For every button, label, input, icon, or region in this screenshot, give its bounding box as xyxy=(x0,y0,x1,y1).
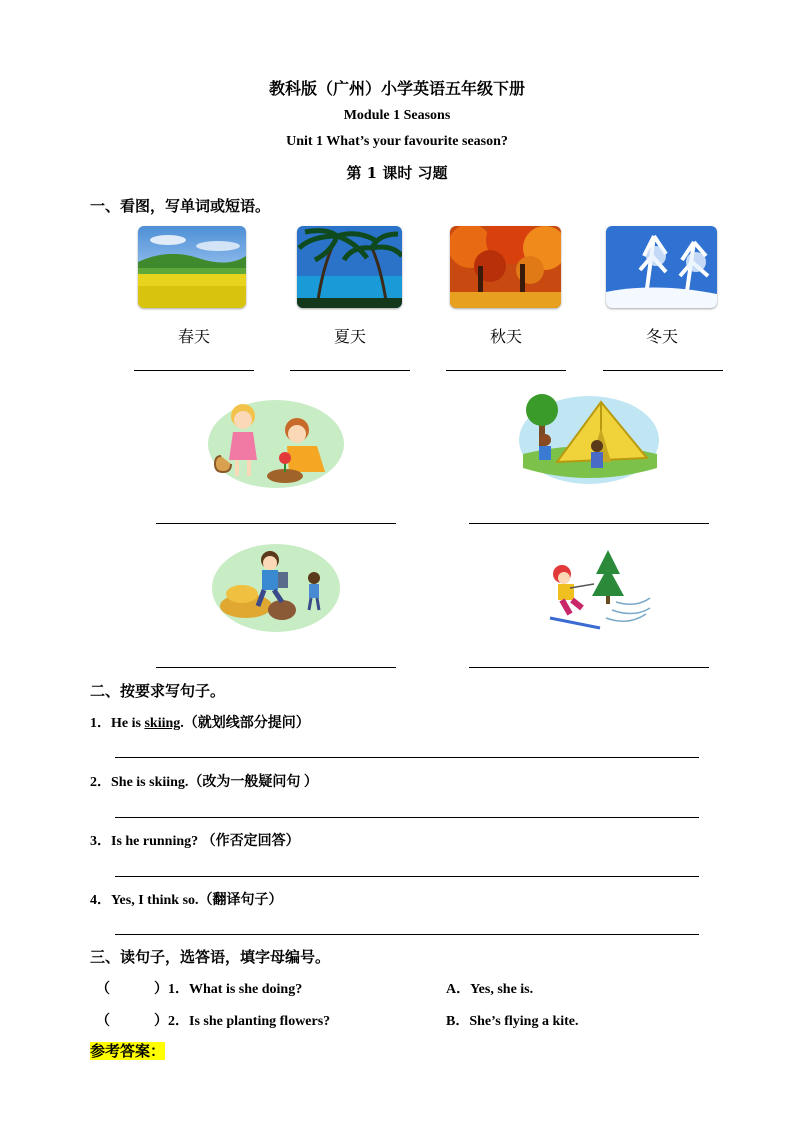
option-text: Yes, she is. xyxy=(470,982,534,997)
answer-line-spring[interactable] xyxy=(134,370,254,371)
section1-heading: 一、看图，写单词或短语。 xyxy=(90,197,271,215)
option-letter: B． xyxy=(446,1014,470,1029)
paren-close: ） xyxy=(154,1014,168,1029)
paren-close: ） xyxy=(154,982,168,997)
paren-open: （ xyxy=(96,982,110,997)
unit-title: Unit 1 What’s your favourite season? xyxy=(286,134,508,149)
camping-tent-image xyxy=(517,388,661,488)
item-text: Yes, I think so.（翻译句子） xyxy=(111,893,283,908)
planting-flowers-image xyxy=(205,392,347,492)
option-letter: A． xyxy=(446,982,471,997)
question-1 xyxy=(96,978,302,998)
answer-line-sentence-3[interactable] xyxy=(115,876,699,877)
sentence-item-1 xyxy=(90,712,310,732)
item-number: 2． xyxy=(90,775,111,790)
autumn-image xyxy=(450,226,561,308)
season-label-summer: 夏天 xyxy=(333,327,366,346)
answer-option-b xyxy=(446,1010,579,1030)
answer-line-sentence-4[interactable] xyxy=(115,934,699,935)
section2-heading: 二、按要求写句子。 xyxy=(90,682,226,700)
underlined-word: skiing xyxy=(144,716,181,731)
sentence-item-3 xyxy=(90,830,300,850)
answer-line-picture-4[interactable] xyxy=(469,667,709,668)
question-text: What is she doing? xyxy=(189,982,303,997)
answer-line-sentence-2[interactable] xyxy=(115,817,699,818)
answer-key-label xyxy=(90,1040,165,1061)
summer-image xyxy=(297,226,402,308)
spring-image xyxy=(138,226,246,308)
item-text: Is he running? （作否定回答） xyxy=(111,834,300,849)
question-2 xyxy=(96,1010,330,1030)
page-title: 教科版（广州）小学英语五年级下册 xyxy=(268,79,525,98)
option-text: She’s flying a kite. xyxy=(469,1014,579,1029)
item-text: She is skiing.（改为一般疑问句 ） xyxy=(111,775,318,790)
season-label-spring: 春天 xyxy=(177,327,210,346)
sentence-item-2 xyxy=(90,771,318,791)
item-text-pre: He is xyxy=(111,716,145,731)
lesson-title: 第 1 课时 习题 xyxy=(346,164,448,182)
item-text-post: .（就划线部分提问） xyxy=(180,716,310,731)
answer-option-a xyxy=(446,978,533,998)
question-text: Is she planting flowers? xyxy=(189,1014,331,1029)
item-number: 1． xyxy=(90,716,111,731)
answer-line-picture-3[interactable] xyxy=(156,667,396,668)
paren-open: （ xyxy=(96,1014,110,1029)
hiking-image xyxy=(210,540,342,636)
skiing-image xyxy=(520,544,656,636)
item-number: 3． xyxy=(90,834,111,849)
season-label-winter: 冬天 xyxy=(645,327,678,346)
answer-line-picture-1[interactable] xyxy=(156,523,396,524)
answer-line-picture-2[interactable] xyxy=(469,523,709,524)
season-label-autumn: 秋天 xyxy=(489,327,522,346)
answer-line-winter[interactable] xyxy=(603,370,723,371)
module-title: Module 1 Seasons xyxy=(343,108,451,123)
section3-heading: 三、读句子，选答语，填字母编号。 xyxy=(90,948,331,966)
answer-line-sentence-1[interactable] xyxy=(115,757,699,758)
item-number: 4． xyxy=(90,893,111,908)
question-number: 1． xyxy=(168,982,189,997)
winter-image xyxy=(606,226,717,308)
answer-key-highlight: 参考答案： xyxy=(90,1042,166,1060)
answer-line-summer[interactable] xyxy=(290,370,410,371)
sentence-item-4 xyxy=(90,889,283,909)
question-number: 2． xyxy=(168,1014,189,1029)
answer-line-autumn[interactable] xyxy=(446,370,566,371)
